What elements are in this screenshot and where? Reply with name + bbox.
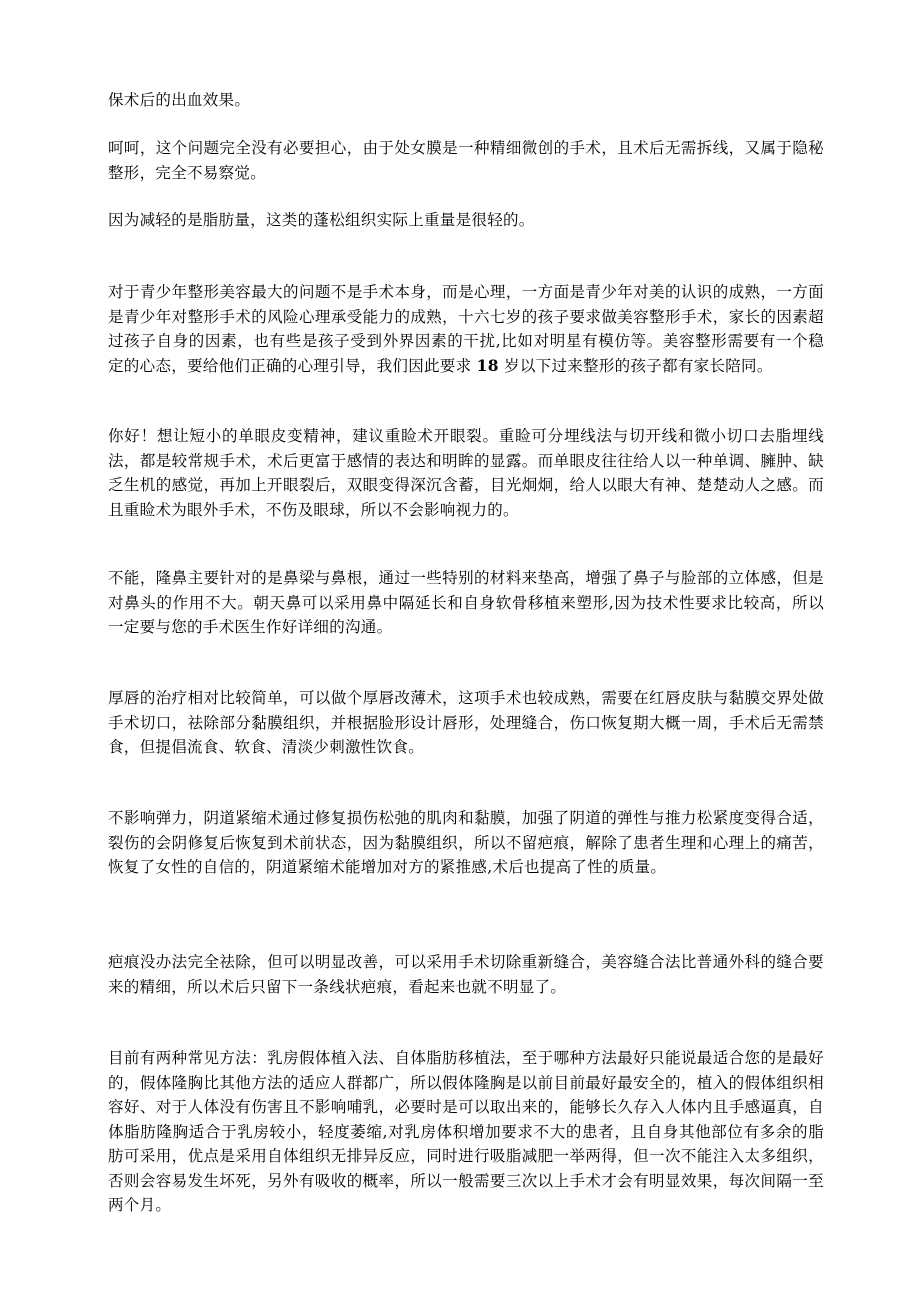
paragraph-hymen-surgery: 呵呵，这个问题完全没有必要担心，由于处女膜是一种精细微创的手术，且术后无需拆线，又属于隐秘整形，完全不易察觉。 [108, 139, 824, 182]
paragraph-vaginal-tightening: 不影响弹力，阴道紧缩术通过修复损伤松弛的肌肉和黏膜，加强了阴道的弹性与推力松紧度变得合适，裂伤的会阴修复后恢复到术前状态，因为黏膜组织，所以不留疤痕，解除了患者生理和心理上的痛苦，恢复了女性的自信的，阴道紧缩术能增加对方的紧推感,术后也提高了性的质量。 [108, 809, 824, 876]
paragraph-teen-cosmetic-part2: 岁以下过来整形的孩子都有家长陪同。 [504, 356, 773, 375]
paragraph-teen-cosmetic-part1: 对于青少年整形美容最大的问题不是手术本身，而是心理，一方面是青少年对美的认识的成熟，一方面是青少年对整形手术的风险心理承受能力的成熟，十六七岁的孩子要求做美容整形手术，家长的因素超过孩子自身的因素，也有些是孩子受到外界因素的干扰,比如对明星有模仿等。美容整形需要有一个稳定的心态，要给他们正确的心理引导，我们因此要求 [108, 283, 824, 375]
paragraph-lip-reduction: 厚唇的治疗相对比较简单，可以做个厚唇改薄术，这项手术也较成熟，需要在红唇皮肤与黏膜交界处做手术切口，祛除部分黏膜组织，并根据脸形设计唇形，处理缝合，伤口恢复期大概一周，手术后无需禁食，但提倡流食、软食、清淡少刺激性饮食。 [108, 689, 824, 756]
age-number: 18 [476, 355, 499, 375]
paragraph-teen-cosmetic [108, 280, 824, 378]
paragraph-fat-weight: 因为减轻的是脂肪量，这类的蓬松组织实际上重量是很轻的。 [108, 211, 535, 229]
paragraph-double-eyelid: 你好！想让短小的单眼皮变精神，建议重睑术开眼裂。重睑可分埋线法与切开线和微小切口去脂埋线法，都是较常规手术，术后更富于感情的表达和明眸的显露。而单眼皮往往给人以一种单调、臃肿、缺乏生机的感觉，再加上开眼裂后，双眼变得深沉含蓄，目光炯炯，给人以眼大有神、楚楚动人之感。而且重睑术为眼外手术，不伤及眼球，所以不会影响视力的。 [108, 427, 824, 519]
paragraph-rhinoplasty: 不能，隆鼻主要针对的是鼻梁与鼻根，通过一些特别的材料来垫高，增强了鼻子与脸部的立体感，但是对鼻头的作用不大。朝天鼻可以采用鼻中隔延长和自身软骨移植来塑形,因为技术性要求比较高，所以一定要与您的手术医生作好详细的沟通。 [108, 569, 824, 636]
paragraph-scar-repair: 疤痕没办法完全祛除，但可以明显改善，可以采用手术切除重新缝合，美容缝合法比普通外科的缝合要来的精细，所以术后只留下一条线状疤痕，看起来也就不明显了。 [108, 953, 824, 996]
paragraph-breast-augmentation: 目前有两种常见方法：乳房假体植入法、自体脂肪移植法，至于哪种方法最好只能说最适合您的是最好的，假体隆胸比其他方法的适应人群都广，所以假体隆胸是以前目前最好最安全的，植入的假体组织相容好、对于人体没有伤害且不影响哺乳，必要时是可以取出来的，能够长久存入人体内且手感逼真，自体脂肪隆胸适合于乳房较小，轻度萎缩,对乳房体积增加要求不大的患者，且自身其他部位有多余的脂肪可采用，优点是采用自体组织无排异反应，同时进行吸脂减肥一举两得，但一次不能注入太多组织，否则会容易发生坏死，另外有吸收的概率，所以一般需要三次以上手术才会有明显效果，每次间隔一至两个月。 [108, 1049, 824, 1214]
paragraph-bleeding-effect: 保术后的出血效果。 [108, 91, 251, 109]
